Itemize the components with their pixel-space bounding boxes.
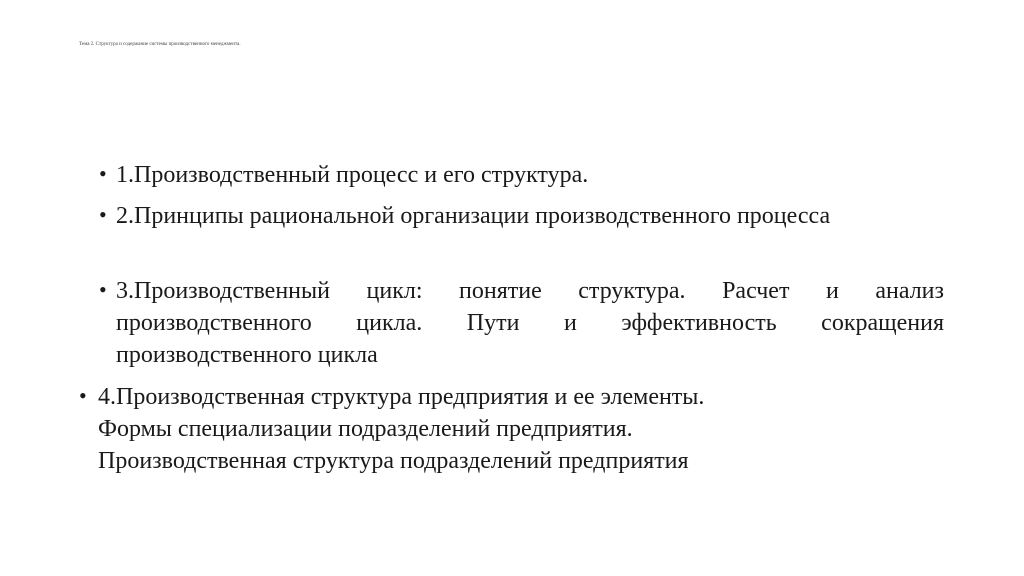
list-item-text: 3.Производственный цикл: понятие структура. Расчет и анализ производственного цикла. Пути и эффективность сокращения производственного цикла xyxy=(116,278,944,368)
list-item-line: 4.Производственная структура предприятия и ее элементы. xyxy=(98,384,705,410)
list-item-line: Формы специализации подразделений предприятия. xyxy=(98,416,633,442)
bullet-icon: • xyxy=(79,383,87,408)
bullet-icon: • xyxy=(99,202,107,227)
bullet-icon: • xyxy=(99,161,107,186)
list-item-text xyxy=(98,381,879,477)
list-item xyxy=(99,159,944,191)
slide-title: Тема 2. Структура и содержание системы производственного менеджмента. xyxy=(79,42,241,47)
list-item-text: 1.Производственный процесс и его структура. xyxy=(116,162,589,188)
list-item xyxy=(79,381,879,477)
list-item-line: Производственная структура подразделений предприятия xyxy=(98,448,689,474)
list-item xyxy=(99,275,944,371)
list-item xyxy=(99,200,944,232)
bullet-icon: • xyxy=(99,277,107,302)
list-item-text: 2.Принципы рациональной организации производственного процесса xyxy=(116,203,831,229)
